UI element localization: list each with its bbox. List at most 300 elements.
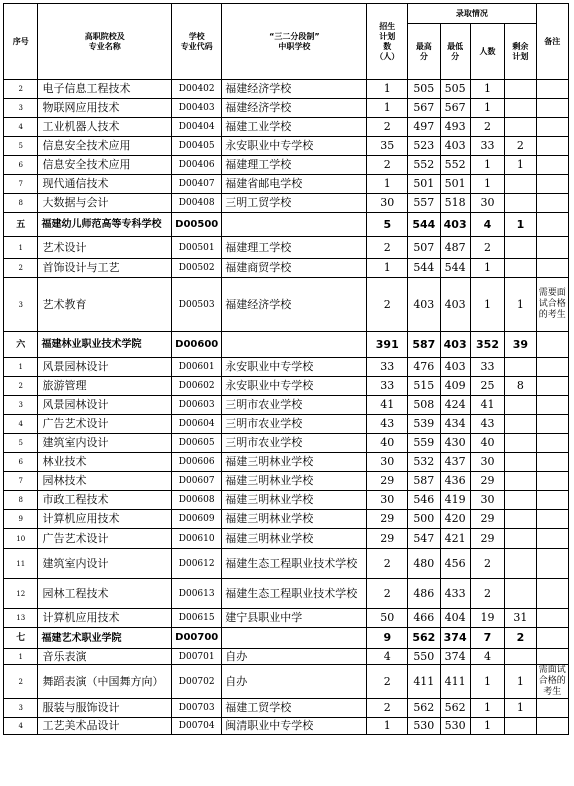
table-row: [4, 377, 569, 396]
remain-cell: 2: [505, 137, 536, 156]
major-name-cell: 建筑室内设计: [38, 549, 172, 579]
count-cell: 33: [470, 358, 504, 377]
table-row: [4, 434, 569, 453]
count-cell: 4: [470, 649, 504, 665]
college-name-cell: 福建林业职业技术学院: [38, 332, 172, 358]
school-cell: 建宁县职业中学: [222, 609, 367, 628]
major-code-cell: D00602: [172, 377, 222, 396]
plan-cell: 43: [367, 415, 408, 434]
school-cell: 福建省邮电学校: [222, 175, 367, 194]
remark-cell: [536, 510, 568, 529]
remark-cell: [536, 358, 568, 377]
remain-cell: [505, 259, 536, 278]
count-cell: 1: [470, 665, 504, 699]
remain-cell: 1: [505, 699, 536, 718]
count-cell: 1: [470, 718, 504, 735]
plan-cell: 2: [367, 237, 408, 259]
seq-cell: 4: [4, 718, 38, 735]
plan-cell: 30: [367, 491, 408, 510]
count-cell: 1: [470, 278, 504, 332]
max-score-cell: 547: [408, 529, 440, 549]
plan-cell: 2: [367, 156, 408, 175]
remark-cell: [536, 628, 568, 649]
major-name-cell: 计算机应用技术: [38, 510, 172, 529]
remark-cell: [536, 237, 568, 259]
max-score-cell: 562: [408, 699, 440, 718]
max-score-cell: 562: [408, 628, 440, 649]
plan-cell: 5: [367, 213, 408, 237]
major-name-cell: 大数据与会计: [38, 194, 172, 213]
major-name-cell: 音乐表演: [38, 649, 172, 665]
plan-cell: 1: [367, 718, 408, 735]
school-cell: 自办: [222, 665, 367, 699]
remark-cell: [536, 156, 568, 175]
plan-cell: 1: [367, 80, 408, 99]
max-score-cell: 544: [408, 213, 440, 237]
min-score-cell: 544: [440, 259, 470, 278]
remark-cell: [536, 491, 568, 510]
remain-cell: [505, 579, 536, 609]
min-score-cell: 374: [440, 649, 470, 665]
min-score-cell: 493: [440, 118, 470, 137]
school-cell: [222, 213, 367, 237]
school-cell: 闽清职业中专学校: [222, 718, 367, 735]
major-name-cell: 服装与服饰设计: [38, 699, 172, 718]
min-score-cell: 487: [440, 237, 470, 259]
seq-cell: 六: [4, 332, 38, 358]
max-score-cell: 552: [408, 156, 440, 175]
table-row: [4, 510, 569, 529]
table-row: [4, 194, 569, 213]
header-plan: 招生 计划 数 （人）: [367, 4, 408, 80]
seq-cell: 7: [4, 175, 38, 194]
count-cell: 1: [470, 99, 504, 118]
plan-cell: 30: [367, 194, 408, 213]
plan-cell: 2: [367, 118, 408, 137]
count-cell: 29: [470, 529, 504, 549]
remark-cell: 需要面试合格的考生: [536, 278, 568, 332]
major-code-cell: D00704: [172, 718, 222, 735]
max-score-cell: 523: [408, 137, 440, 156]
min-score-cell: 434: [440, 415, 470, 434]
major-name-cell: 广告艺术设计: [38, 415, 172, 434]
table-row: [4, 99, 569, 118]
school-cell: 福建三明林业学校: [222, 491, 367, 510]
school-cell: 永安职业中专学校: [222, 358, 367, 377]
seq-cell: 8: [4, 194, 38, 213]
remark-cell: [536, 396, 568, 415]
major-name-cell: 现代通信技术: [38, 175, 172, 194]
major-name-cell: 艺术教育: [38, 278, 172, 332]
min-score-cell: 430: [440, 434, 470, 453]
remain-cell: [505, 549, 536, 579]
plan-cell: 2: [367, 278, 408, 332]
major-code-cell: D00607: [172, 472, 222, 491]
school-cell: 三明工贸学校: [222, 194, 367, 213]
major-name-cell: 工业机器人技术: [38, 118, 172, 137]
major-code-cell: D00601: [172, 358, 222, 377]
max-score-cell: 544: [408, 259, 440, 278]
seq-cell: 6: [4, 453, 38, 472]
seq-cell: 1: [4, 649, 38, 665]
major-name-cell: 物联网应用技术: [38, 99, 172, 118]
plan-cell: 2: [367, 549, 408, 579]
seq-cell: 10: [4, 529, 38, 549]
max-score-cell: 403: [408, 278, 440, 332]
table-row: [4, 259, 569, 278]
min-score-cell: 562: [440, 699, 470, 718]
remain-cell: 8: [505, 377, 536, 396]
major-name-cell: 旅游管理: [38, 377, 172, 396]
remain-cell: 39: [505, 332, 536, 358]
major-name-cell: 电子信息工程技术: [38, 80, 172, 99]
seq-cell: 3: [4, 278, 38, 332]
table-row: [4, 609, 569, 628]
max-score-cell: 530: [408, 718, 440, 735]
major-name-cell: 园林工程技术: [38, 579, 172, 609]
table-row: [4, 699, 569, 718]
table-row: [4, 237, 569, 259]
plan-cell: 35: [367, 137, 408, 156]
major-code-cell: D00500: [172, 213, 222, 237]
remark-cell: [536, 377, 568, 396]
school-cell: [222, 628, 367, 649]
max-score-cell: 501: [408, 175, 440, 194]
school-cell: 福建经济学校: [222, 99, 367, 118]
remain-cell: [505, 434, 536, 453]
school-cell: 永安职业中专学校: [222, 377, 367, 396]
min-score-cell: 421: [440, 529, 470, 549]
max-score-cell: 505: [408, 80, 440, 99]
seq-cell: 2: [4, 377, 38, 396]
table-row: [4, 453, 569, 472]
major-code-cell: D00612: [172, 549, 222, 579]
min-score-cell: 436: [440, 472, 470, 491]
table-body: [4, 80, 569, 735]
table-row: [4, 80, 569, 99]
plan-cell: 1: [367, 259, 408, 278]
plan-cell: 40: [367, 434, 408, 453]
count-cell: 1: [470, 699, 504, 718]
plan-cell: 1: [367, 99, 408, 118]
college-name-cell: 福建幼儿师范高等专科学校: [38, 213, 172, 237]
remark-cell: [536, 415, 568, 434]
remark-cell: [536, 649, 568, 665]
school-cell: 福建三明林业学校: [222, 510, 367, 529]
plan-cell: 33: [367, 358, 408, 377]
major-code-cell: D00701: [172, 649, 222, 665]
remain-cell: [505, 237, 536, 259]
seq-cell: 4: [4, 118, 38, 137]
major-code-cell: D00610: [172, 529, 222, 549]
major-name-cell: 计算机应用技术: [38, 609, 172, 628]
count-cell: 1: [470, 80, 504, 99]
max-score-cell: 486: [408, 579, 440, 609]
remain-cell: 1: [505, 213, 536, 237]
school-cell: 福建经济学校: [222, 278, 367, 332]
remark-cell: [536, 118, 568, 137]
max-score-cell: 587: [408, 332, 440, 358]
max-score-cell: 557: [408, 194, 440, 213]
seq-cell: 6: [4, 156, 38, 175]
remain-cell: [505, 529, 536, 549]
min-score-cell: 409: [440, 377, 470, 396]
table-row: [4, 472, 569, 491]
table-row: [4, 137, 569, 156]
remark-cell: [536, 137, 568, 156]
major-code-cell: D00702: [172, 665, 222, 699]
min-score-cell: 403: [440, 332, 470, 358]
max-score-cell: 411: [408, 665, 440, 699]
major-name-cell: 信息安全技术应用: [38, 137, 172, 156]
school-cell: 福建三明林业学校: [222, 472, 367, 491]
major-code-cell: D00703: [172, 699, 222, 718]
count-cell: 41: [470, 396, 504, 415]
remark-cell: 需面试合格的考生: [536, 665, 568, 699]
max-score-cell: 587: [408, 472, 440, 491]
major-code-cell: D00600: [172, 332, 222, 358]
min-score-cell: 505: [440, 80, 470, 99]
remark-cell: [536, 579, 568, 609]
count-cell: 1: [470, 259, 504, 278]
school-cell: 福建理工学校: [222, 156, 367, 175]
table-row: [4, 665, 569, 699]
min-score-cell: 374: [440, 628, 470, 649]
school-cell: 福建生态工程职业技术学校: [222, 579, 367, 609]
count-cell: 2: [470, 118, 504, 137]
school-cell: 福建工贸学校: [222, 699, 367, 718]
major-code-cell: D00613: [172, 579, 222, 609]
seq-cell: 4: [4, 415, 38, 434]
plan-cell: 2: [367, 699, 408, 718]
min-score-cell: 437: [440, 453, 470, 472]
remain-cell: [505, 491, 536, 510]
remain-cell: [505, 175, 536, 194]
seq-cell: 1: [4, 237, 38, 259]
seq-cell: 2: [4, 665, 38, 699]
table-row: [4, 118, 569, 137]
plan-cell: 29: [367, 510, 408, 529]
remark-cell: [536, 80, 568, 99]
table-row: [4, 491, 569, 510]
seq-cell: 12: [4, 579, 38, 609]
min-score-cell: 530: [440, 718, 470, 735]
plan-cell: 1: [367, 175, 408, 194]
remark-cell: [536, 609, 568, 628]
seq-cell: 七: [4, 628, 38, 649]
header-school: “三二分段制” 中职学校: [222, 4, 367, 80]
header-remain: 剩余 计划: [505, 24, 536, 80]
min-score-cell: 411: [440, 665, 470, 699]
seq-cell: 13: [4, 609, 38, 628]
count-cell: 19: [470, 609, 504, 628]
max-score-cell: 480: [408, 549, 440, 579]
school-cell: 三明市农业学校: [222, 434, 367, 453]
min-score-cell: 420: [440, 510, 470, 529]
remark-cell: [536, 194, 568, 213]
remark-cell: [536, 175, 568, 194]
min-score-cell: 567: [440, 99, 470, 118]
major-code-cell: D00604: [172, 415, 222, 434]
max-score-cell: 550: [408, 649, 440, 665]
table-row: [4, 549, 569, 579]
remark-cell: [536, 549, 568, 579]
max-score-cell: 559: [408, 434, 440, 453]
remark-cell: [536, 259, 568, 278]
major-name-cell: 广告艺术设计: [38, 529, 172, 549]
min-score-cell: 403: [440, 213, 470, 237]
major-name-cell: 林业技术: [38, 453, 172, 472]
school-cell: 自办: [222, 649, 367, 665]
seq-cell: 5: [4, 434, 38, 453]
major-name-cell: 风景园林设计: [38, 396, 172, 415]
remark-cell: [536, 213, 568, 237]
header-admission: 录取情况: [408, 4, 536, 24]
plan-cell: 30: [367, 453, 408, 472]
count-cell: 2: [470, 549, 504, 579]
min-score-cell: 403: [440, 137, 470, 156]
min-score-cell: 404: [440, 609, 470, 628]
header-min: 最低 分: [440, 24, 470, 80]
seq-cell: 3: [4, 99, 38, 118]
major-code-cell: D00608: [172, 491, 222, 510]
major-name-cell: 艺术设计: [38, 237, 172, 259]
count-cell: 43: [470, 415, 504, 434]
max-score-cell: 515: [408, 377, 440, 396]
remain-cell: 31: [505, 609, 536, 628]
major-name-cell: 首饰设计与工艺: [38, 259, 172, 278]
school-cell: [222, 332, 367, 358]
remark-cell: [536, 718, 568, 735]
school-cell: 三明市农业学校: [222, 415, 367, 434]
remark-cell: [536, 453, 568, 472]
seq-cell: 2: [4, 80, 38, 99]
remain-cell: [505, 99, 536, 118]
remain-cell: [505, 358, 536, 377]
max-score-cell: 476: [408, 358, 440, 377]
remain-cell: [505, 396, 536, 415]
count-cell: 30: [470, 194, 504, 213]
major-name-cell: 风景园林设计: [38, 358, 172, 377]
count-cell: 29: [470, 472, 504, 491]
table-row: [4, 415, 569, 434]
max-score-cell: 508: [408, 396, 440, 415]
min-score-cell: 552: [440, 156, 470, 175]
remain-cell: [505, 453, 536, 472]
remain-cell: 1: [505, 278, 536, 332]
count-cell: 30: [470, 453, 504, 472]
major-code-cell: D00700: [172, 628, 222, 649]
school-cell: 三明市农业学校: [222, 396, 367, 415]
major-code-cell: D00609: [172, 510, 222, 529]
major-name-cell: 园林技术: [38, 472, 172, 491]
min-score-cell: 403: [440, 358, 470, 377]
admission-table: [3, 3, 569, 735]
school-cell: 福建生态工程职业技术学校: [222, 549, 367, 579]
remain-cell: 1: [505, 665, 536, 699]
min-score-cell: 518: [440, 194, 470, 213]
seq-cell: 2: [4, 259, 38, 278]
table-row: [4, 718, 569, 735]
major-code-cell: D00606: [172, 453, 222, 472]
header-major: 高职院校及 专业名称: [38, 4, 172, 80]
count-cell: 2: [470, 237, 504, 259]
max-score-cell: 539: [408, 415, 440, 434]
plan-cell: 29: [367, 472, 408, 491]
remain-cell: [505, 80, 536, 99]
max-score-cell: 500: [408, 510, 440, 529]
major-name-cell: 舞蹈表演（中国舞方向）: [38, 665, 172, 699]
min-score-cell: 403: [440, 278, 470, 332]
min-score-cell: 433: [440, 579, 470, 609]
school-cell: 福建工业学校: [222, 118, 367, 137]
count-cell: 2: [470, 579, 504, 609]
remain-cell: [505, 118, 536, 137]
major-name-cell: 市政工程技术: [38, 491, 172, 510]
remain-cell: [505, 194, 536, 213]
remark-cell: [536, 699, 568, 718]
table-row: [4, 529, 569, 549]
header-remark: 备注: [536, 4, 568, 80]
min-score-cell: 419: [440, 491, 470, 510]
plan-cell: 33: [367, 377, 408, 396]
school-cell: 福建商贸学校: [222, 259, 367, 278]
major-code-cell: D00603: [172, 396, 222, 415]
group-row: [4, 213, 569, 237]
remain-cell: [505, 649, 536, 665]
remain-cell: [505, 472, 536, 491]
major-name-cell: 建筑室内设计: [38, 434, 172, 453]
school-cell: 福建经济学校: [222, 80, 367, 99]
table-row: [4, 649, 569, 665]
major-code-cell: D00406: [172, 156, 222, 175]
remain-cell: 1: [505, 156, 536, 175]
seq-cell: 1: [4, 358, 38, 377]
header-max: 最高 分: [408, 24, 440, 80]
plan-cell: 41: [367, 396, 408, 415]
count-cell: 29: [470, 510, 504, 529]
remark-cell: [536, 99, 568, 118]
table-row: [4, 358, 569, 377]
seq-cell: 3: [4, 699, 38, 718]
seq-cell: 11: [4, 549, 38, 579]
major-name-cell: 工艺美术品设计: [38, 718, 172, 735]
major-code-cell: D00407: [172, 175, 222, 194]
group-row: [4, 332, 569, 358]
major-code-cell: D00404: [172, 118, 222, 137]
min-score-cell: 456: [440, 549, 470, 579]
plan-cell: 2: [367, 665, 408, 699]
remark-cell: [536, 472, 568, 491]
school-cell: 福建理工学校: [222, 237, 367, 259]
plan-cell: 50: [367, 609, 408, 628]
count-cell: 40: [470, 434, 504, 453]
remark-cell: [536, 529, 568, 549]
seq-cell: 五: [4, 213, 38, 237]
remain-cell: [505, 510, 536, 529]
plan-cell: 4: [367, 649, 408, 665]
plan-cell: 29: [367, 529, 408, 549]
header-count: 人数: [470, 24, 504, 80]
major-code-cell: D00615: [172, 609, 222, 628]
count-cell: 352: [470, 332, 504, 358]
count-cell: 30: [470, 491, 504, 510]
school-cell: 福建三明林业学校: [222, 529, 367, 549]
major-name-cell: 信息安全技术应用: [38, 156, 172, 175]
major-code-cell: D00605: [172, 434, 222, 453]
max-score-cell: 567: [408, 99, 440, 118]
remark-cell: [536, 332, 568, 358]
